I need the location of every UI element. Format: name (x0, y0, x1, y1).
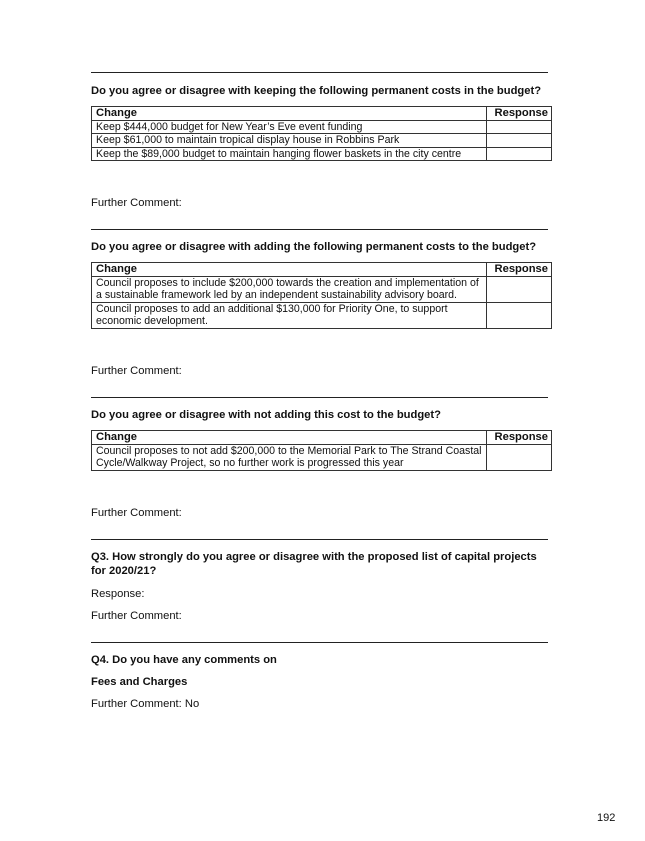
section-2-question: Do you agree or disagree with adding the following permanent costs to the budget? (91, 241, 537, 253)
response-cell (487, 134, 552, 148)
table-header-row (92, 263, 552, 277)
table-header-row (92, 431, 552, 445)
change-cell: Council proposes to add an additional $130,000 for Priority One, to support economic development. (92, 302, 487, 328)
change-column-header: Change (92, 263, 487, 277)
table-row (92, 444, 552, 470)
change-cell: Keep the $89,000 budget to maintain hanging flower baskets in the city centre (92, 147, 487, 161)
change-column-header: Change (92, 431, 487, 445)
change-cell: Keep $444,000 budget for New Year’s Eve event funding (92, 120, 487, 134)
q4-question: Q4. Do you have any comments on (91, 654, 277, 666)
table-row (92, 302, 552, 328)
section-divider (91, 229, 548, 230)
table-header-row (92, 107, 552, 121)
section-3-question: Do you agree or disagree with not adding this cost to the budget? (91, 409, 441, 421)
response-column-header: Response (487, 263, 552, 277)
table-row (92, 120, 552, 134)
section-2-further-comment: Further Comment: (91, 365, 182, 377)
change-cell: Keep $61,000 to maintain tropical display house in Robbins Park (92, 134, 487, 148)
q4-topic: Fees and Charges (91, 676, 188, 688)
q3-response-label: Response: (91, 588, 145, 600)
response-cell (487, 120, 552, 134)
section-1-question: Do you agree or disagree with keeping the following permanent costs in the budget? (91, 85, 542, 97)
section-3-table (91, 430, 552, 471)
response-cell (487, 276, 552, 302)
q4-further-comment: Further Comment: No (91, 698, 200, 710)
change-cell: Council proposes to not add $200,000 to the Memorial Park to The Strand Coastal Cycle/Walkway Project, so no further work is progressed this year (92, 444, 487, 470)
table-row (92, 147, 552, 161)
section-divider (91, 539, 548, 540)
response-cell (487, 302, 552, 328)
section-divider (91, 642, 548, 643)
section-divider (91, 72, 548, 73)
page-number: 192 (597, 812, 616, 824)
response-cell (487, 147, 552, 161)
section-1-table (91, 106, 552, 161)
q3-question: Q3. How strongly do you agree or disagree with the proposed list of capital projects for 2020/21? (91, 551, 537, 577)
section-1-further-comment: Further Comment: (91, 197, 182, 209)
response-column-header: Response (487, 431, 552, 445)
table-row (92, 134, 552, 148)
change-cell: Council proposes to include $200,000 towards the creation and implementation of a sustainable framework led by an independent sustainability advisory board. (92, 276, 487, 302)
section-3-further-comment: Further Comment: (91, 507, 182, 519)
table-row (92, 276, 552, 302)
section-divider (91, 397, 548, 398)
change-column-header: Change (92, 107, 487, 121)
response-cell (487, 444, 552, 470)
section-2-table (91, 262, 552, 329)
response-column-header: Response (487, 107, 552, 121)
q3-further-comment: Further Comment: (91, 610, 182, 622)
